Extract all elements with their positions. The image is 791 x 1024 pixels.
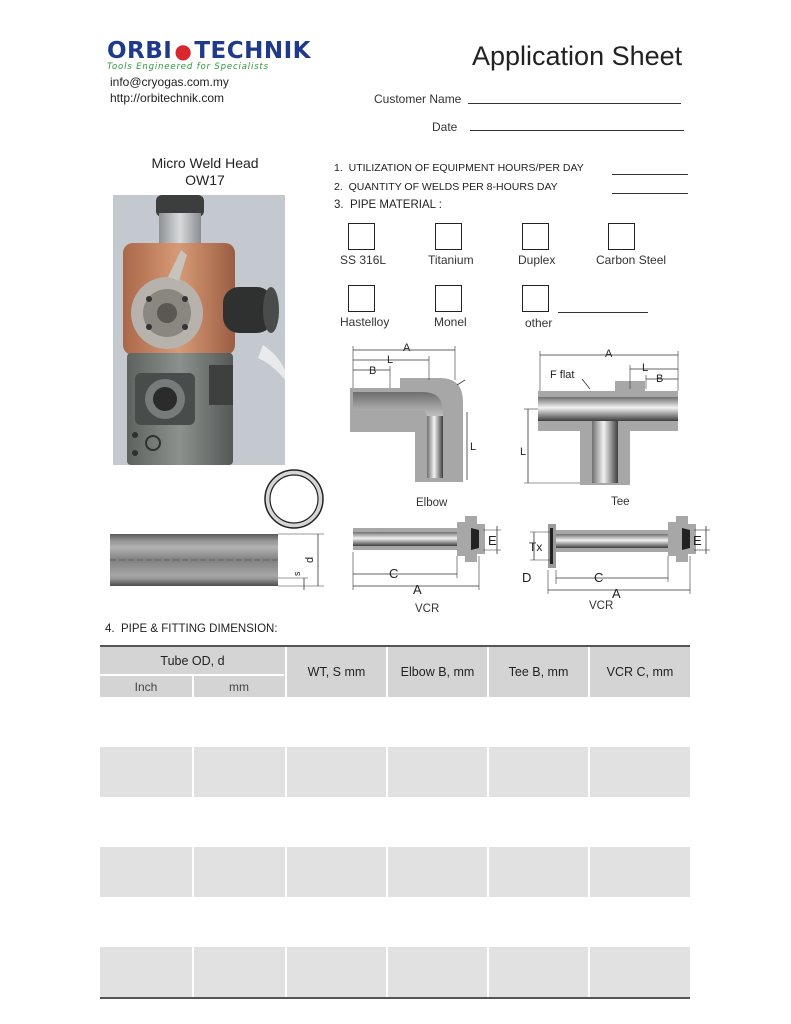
elbow-caption: Elbow [416, 497, 448, 509]
vcr-right-label-d: D [522, 570, 532, 585]
vcr-right-label-tx: Tx [529, 540, 543, 554]
table-row [100, 947, 690, 997]
cell-tee[interactable] [487, 697, 588, 747]
cell-tee[interactable] [487, 847, 588, 897]
checkbox-ss316l[interactable] [348, 223, 375, 250]
tee-label-l-vertical: L [520, 446, 527, 458]
table-bottom-rule [100, 997, 690, 999]
contact-website[interactable]: http://orbitechnik.com [110, 91, 225, 105]
tee-label-b: B [656, 373, 664, 385]
quantity-field[interactable] [612, 193, 688, 194]
product-name: Micro Weld Head [151, 155, 259, 171]
section-title-dimensions [105, 623, 278, 635]
cell-mm[interactable] [192, 747, 285, 797]
date-field[interactable] [470, 130, 684, 131]
elbow-label-l: L [387, 354, 394, 366]
question-text: QUANTITY OF WELDS PER 8-HOURS DAY [348, 181, 558, 193]
vcr-right-caption: VCR [589, 600, 614, 612]
cell-wt[interactable] [285, 697, 386, 747]
weld-head-photo [113, 195, 285, 465]
header-vcr: VCR C, mm [588, 647, 690, 697]
cell-wt[interactable] [285, 947, 386, 997]
logo-brand-right: TECHNIK [194, 38, 311, 64]
header-tee: Tee B, mm [487, 647, 588, 697]
vcr-diagram-left [345, 512, 505, 604]
vcr-left-label-c: C [389, 566, 399, 581]
checkbox-monel[interactable] [435, 285, 462, 312]
label-hastelloy: Hastelloy [340, 315, 390, 329]
logo-wordmark [107, 38, 311, 64]
label-carbon-steel: Carbon Steel [596, 253, 667, 267]
company-logo [107, 38, 311, 72]
cell-elbow[interactable] [386, 697, 487, 747]
header-tube-od [100, 647, 285, 697]
dimension-table [100, 645, 690, 999]
vcr-right-label-a: A [612, 586, 621, 601]
label-titanium: Titanium [428, 253, 474, 267]
vcr-right-label-c: C [594, 570, 604, 585]
cell-mm[interactable] [192, 947, 285, 997]
cell-inch[interactable] [100, 947, 192, 997]
customer-name-field[interactable] [468, 103, 681, 104]
cell-vcr[interactable] [588, 697, 690, 747]
page-title: Application Sheet [472, 41, 683, 71]
tee-diagram [520, 343, 700, 493]
cell-elbow[interactable] [386, 847, 487, 897]
cell-tee[interactable] [487, 747, 588, 797]
question-number: 3. [334, 199, 344, 211]
question-number: 2. [334, 181, 343, 193]
vcr-diagram-right [520, 512, 710, 604]
section-number: 4. [105, 623, 115, 635]
tube-label-s: s [292, 571, 302, 576]
cell-vcr[interactable] [588, 847, 690, 897]
tee-label-l: L [642, 362, 649, 374]
section-title: PIPE & FITTING DIMENSION: [120, 623, 278, 635]
cell-wt[interactable] [285, 747, 386, 797]
header-wt: WT, S mm [285, 647, 386, 697]
question-text: UTILIZATION OF EQUIPMENT HOURS/PER DAY [348, 162, 584, 174]
date-label: Date [432, 120, 458, 134]
checkbox-hastelloy[interactable] [348, 285, 375, 312]
question-text: PIPE MATERIAL : [349, 199, 443, 211]
cell-elbow[interactable] [386, 797, 487, 847]
vcr-left-label-e: E [488, 533, 497, 548]
weld-head-illustration [113, 195, 285, 465]
cell-elbow[interactable] [386, 947, 487, 997]
tee-caption: Tee [611, 496, 630, 508]
header-mm: mm [192, 674, 284, 697]
tube-side-view [108, 528, 328, 592]
logo-brand-left: ORBI [107, 38, 173, 64]
table-row [100, 897, 690, 947]
cell-vcr[interactable] [588, 947, 690, 997]
cell-inch[interactable] [100, 897, 192, 947]
header-elbow: Elbow B, mm [386, 647, 487, 697]
cell-wt[interactable] [285, 797, 386, 847]
contact-email[interactable]: info@cryogas.com.my [110, 75, 229, 89]
question-quantity [334, 181, 558, 193]
table-header [100, 645, 690, 697]
table-row [100, 847, 690, 897]
cell-vcr[interactable] [588, 747, 690, 797]
label-ss316l: SS 316L [340, 253, 387, 267]
cell-mm[interactable] [192, 697, 285, 747]
product-title [140, 155, 270, 189]
cell-mm[interactable] [192, 797, 285, 847]
checkbox-other[interactable] [522, 285, 549, 312]
logo-dot-icon: ● [174, 39, 193, 63]
question-utilization [334, 162, 584, 174]
tee-label-f-flat: F flat [550, 369, 575, 381]
tube-cross-section [262, 467, 326, 531]
cell-elbow[interactable] [386, 747, 487, 797]
logo-tagline: Tools Engineered for Specialists [107, 62, 269, 72]
customer-name-label: Customer Name [374, 92, 462, 106]
cell-inch[interactable] [100, 847, 192, 897]
label-duplex: Duplex [518, 253, 556, 267]
cell-tee[interactable] [487, 947, 588, 997]
vcr-left-label-a: A [413, 582, 422, 597]
cell-tee[interactable] [487, 797, 588, 847]
cell-inch[interactable] [100, 697, 192, 747]
other-material-field[interactable] [558, 312, 648, 313]
cell-inch[interactable] [100, 797, 192, 847]
vcr-right-label-e: E [693, 533, 702, 548]
tube-label-d: d [304, 556, 316, 563]
cell-vcr[interactable] [588, 797, 690, 847]
cell-wt[interactable] [285, 847, 386, 897]
cell-wt[interactable] [285, 897, 386, 947]
cell-tee[interactable] [487, 897, 588, 947]
checkbox-duplex[interactable] [522, 223, 549, 250]
question-pipe-material [334, 199, 442, 211]
checkbox-carbon-steel[interactable] [608, 223, 635, 250]
header-tube-od-label: Tube OD, d [160, 653, 225, 668]
elbow-diagram [345, 340, 485, 500]
cell-mm[interactable] [192, 897, 285, 947]
question-number: 1. [334, 162, 343, 174]
tee-label-a: A [605, 348, 613, 360]
table-row [100, 697, 690, 747]
table-row [100, 747, 690, 797]
table-row [100, 797, 690, 847]
elbow-label-b: B [369, 365, 377, 377]
label-other: other [525, 316, 553, 330]
cell-mm[interactable] [192, 847, 285, 897]
checkbox-titanium[interactable] [435, 223, 462, 250]
utilization-field[interactable] [612, 174, 688, 175]
cell-inch[interactable] [100, 747, 192, 797]
vcr-left-caption: VCR [415, 603, 440, 615]
product-model: OW17 [185, 172, 225, 188]
elbow-label-a: A [403, 342, 411, 354]
label-monel: Monel [434, 315, 467, 329]
header-inch: Inch [100, 674, 192, 697]
cell-vcr[interactable] [588, 897, 690, 947]
cell-elbow[interactable] [386, 897, 487, 947]
elbow-label-l-vertical: L [470, 441, 477, 453]
